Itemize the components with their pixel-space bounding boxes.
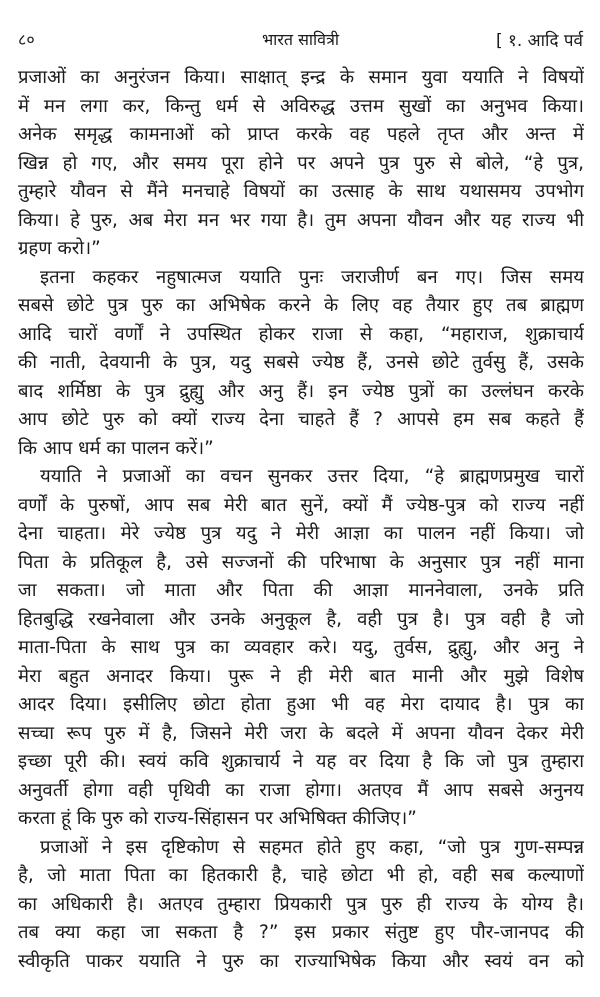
text-line: सबसे छोटे पुत्र पुरु का अभिषेक करने के लिए वह तैयार हुए तब ब्राह्मण bbox=[18, 295, 584, 316]
text-line: में मन लगा कर, किन्तु धर्म से अविरुद्ध उत्तम सुखों का अनुभव किया। bbox=[18, 95, 584, 117]
text-line: ग्रहण करो।” bbox=[18, 238, 101, 259]
text-line: कि आप धर्म का पालन करें।” bbox=[18, 437, 214, 459]
paragraph-start: ययाति ने प्रजाओं का वचन सुनकर उत्तर दिया, “हे ब्राह्मणप्रमुख चारों bbox=[40, 466, 584, 487]
text-line: का अधिकारी है। अतएव तुम्हारा प्रियकारी पुत्र पुरु ही राज्य के योग्य है। bbox=[18, 893, 584, 915]
page-body-text bbox=[18, 64, 584, 976]
text-line: सच्चा रूप पुरु में है, जिसने मेरी जरा के बदले में अपना यौवन देकर मेरी bbox=[18, 722, 584, 744]
page-number: ८० bbox=[18, 30, 35, 49]
text-line: आदर दिया। इसीलिए छोटा होता हुआ भी वह मेरा दायाद है। पुत्र का bbox=[18, 694, 584, 715]
paragraph-start: प्रजाओं ने इस दृष्टिकोण से सहमत होते हुए कहा, “जो पुत्र गुण-सम्पन्न bbox=[40, 836, 584, 858]
text-line: है, जो माता पिता का हितकारी है, चाहे छोटा भी हो, वही सब कल्याणों bbox=[18, 865, 584, 886]
text-line: आप छोटे पुरु को क्यों राज्य देना चाहते हैं ? आपसे हम सब कहते हैं bbox=[18, 409, 584, 430]
running-title: भारत सावित्री bbox=[261, 30, 340, 49]
section-title: [ १. आदि पर्व bbox=[496, 31, 583, 51]
text-line: खिन्न हो गए, और समय पूरा होने पर अपने पुत्र पुरु से बोले, “हे पुत्र, bbox=[18, 152, 584, 174]
text-line: मेरा बहुत अनादर किया। पुरू ने ही मेरी बात मानी और मुझे विशेष bbox=[18, 665, 584, 687]
text-line: स्वीकृति पाकर ययाति ने पुरु का राज्याभिषेक किया और स्वयं वन को bbox=[18, 950, 584, 972]
text-line: अनुवर्ती होगा वही पृथिवी का राजा होगा। अतएव मैं आप सबसे अनुनय bbox=[18, 779, 584, 801]
text-line: किया। हे पुरु, अब मेरा मन भर गया है। तुम अपना यौवन और यह राज्य भी bbox=[18, 209, 584, 231]
text-line: तब क्या कहा जा सकता है ?” इस प्रकार संतुष्ट हुए पौर-जानपद की bbox=[18, 922, 584, 943]
paragraph-start: इतना कहकर नहुषात्मज ययाति पुनः जराजीर्ण बन गए। जिस समय bbox=[40, 266, 584, 288]
text-line: माता-पिता के साथ पुत्र का व्यवहार करे। यदु, तुर्वस, द्रुह्यु, और अनु ने bbox=[18, 637, 584, 658]
text-line: पिता के प्रतिकूल है, उसे सज्जनों की परिभाषा के अनुसार पुत्र नहीं माना bbox=[18, 551, 584, 573]
text-line: आदि चारों वर्णों ने उपस्थित होकर राजा से कहा, “महाराज, शुक्राचार्य bbox=[18, 323, 584, 345]
text-line: वर्णों के पुरुषों, आप सब मेरी बात सुनें, क्यों मैं ज्येष्ठ-पुत्र को राज्य नहीं bbox=[18, 494, 584, 516]
text-line: हितबुद्धि रखनेवाला और उनके अनुकूल है, वही पुत्र है। पुत्र वही है जो bbox=[18, 608, 584, 630]
text-line: बाद शर्मिष्ठा के पुत्र द्रुह्यु और अनु हैं। इन ज्येष्ठ पुत्रों का उल्लंघन करके bbox=[18, 380, 584, 402]
text-line: देना चाहता। मेरे ज्येष्ठ पुत्र यदु ने मेरी आज्ञा का पालन नहीं किया। जो bbox=[18, 523, 584, 544]
text-line: इच्छा पूरी की। स्वयं कवि शुक्राचार्य ने यह वर दिया है कि जो पुत्र तुम्हारा bbox=[18, 751, 584, 772]
page-header bbox=[18, 28, 583, 52]
text-line: की नाती, देवयानी के पुत्र, यदु सबसे ज्येष्ठ हैं, उनसे छोटे तुर्वसु हैं, उसके bbox=[18, 352, 584, 373]
text-line: जा सकता। जो माता और पिता की आज्ञा माननेवाला, उनके प्रति bbox=[18, 580, 584, 601]
text-line: अनेक समृद्ध कामनाओं को प्राप्त करके वह पहले तृप्त और अन्त में bbox=[18, 124, 584, 145]
text-line: प्रजाओं का अनुरंजन किया। साक्षात् इन्द्र के समान युवा ययाति ने विषयों bbox=[18, 67, 584, 88]
text-line: तुम्हारे यौवन से मैंने मनचाहे विषयों का उत्साह के साथ यथासमय उपभोग bbox=[18, 181, 584, 202]
text-line: करता हूं कि पुरु को राज्य-सिंहासन पर अभिषिक्त कीजिए।” bbox=[18, 808, 417, 829]
